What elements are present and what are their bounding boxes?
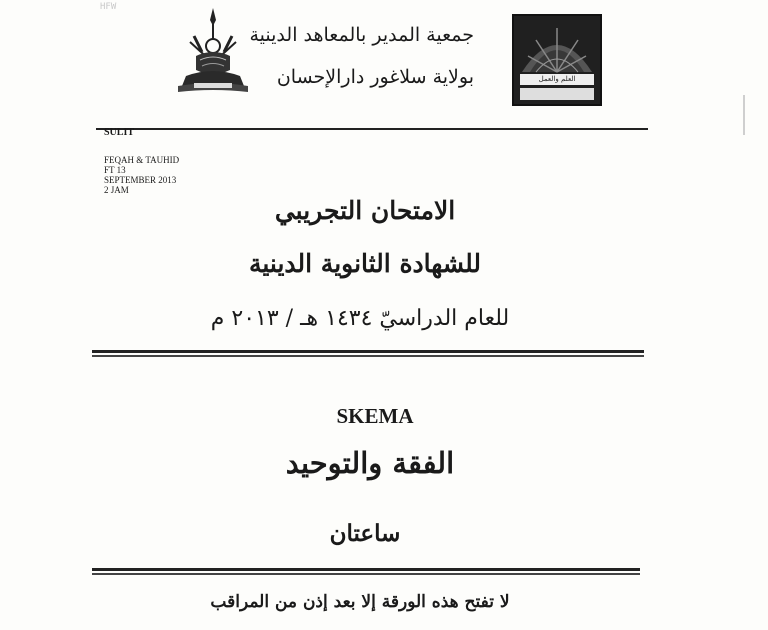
paper-info-block <box>104 155 179 195</box>
scan-margin-line <box>743 95 745 135</box>
subject-code: FEQAH & TAUHID <box>104 155 180 165</box>
logo-base-band <box>520 88 594 100</box>
header-divider <box>96 128 648 130</box>
section-divider-bottom <box>92 568 640 575</box>
exam-date: SEPTEMBER 2013 <box>104 175 177 185</box>
skema-heading: SKEMA <box>336 404 414 428</box>
classification-label: SULIT <box>104 127 135 138</box>
subject-title: الفقة والتوحيد <box>285 446 455 480</box>
page-corner-mark: HFW <box>100 2 117 12</box>
section-divider-top <box>92 350 644 357</box>
exam-title: الامتحان التجريبي <box>274 196 456 225</box>
exam-duration: 2 JAM <box>104 185 129 195</box>
logo-motto: العلم والعمل <box>520 74 594 85</box>
association-logo <box>512 14 602 106</box>
state-crest-logo <box>172 6 254 98</box>
exam-subtitle: للشهادة الثانوية الدينية <box>248 249 482 278</box>
paper-code: FT 13 <box>104 165 126 175</box>
academic-year: للعام الدراسيّ ١٤٣٤ هـ / ٢٠١٣ م <box>210 306 510 331</box>
exam-instruction: لا تفتح هذه الورقة إلا بعد إذن من المراقب <box>210 592 510 612</box>
association-name-line-1: جمعية المدير بالمعاهد الدينية <box>249 24 474 46</box>
association-name-line-2: بولاية سلاغور دارالإحسان <box>276 66 474 88</box>
duration-label: ساعتان <box>329 520 401 547</box>
